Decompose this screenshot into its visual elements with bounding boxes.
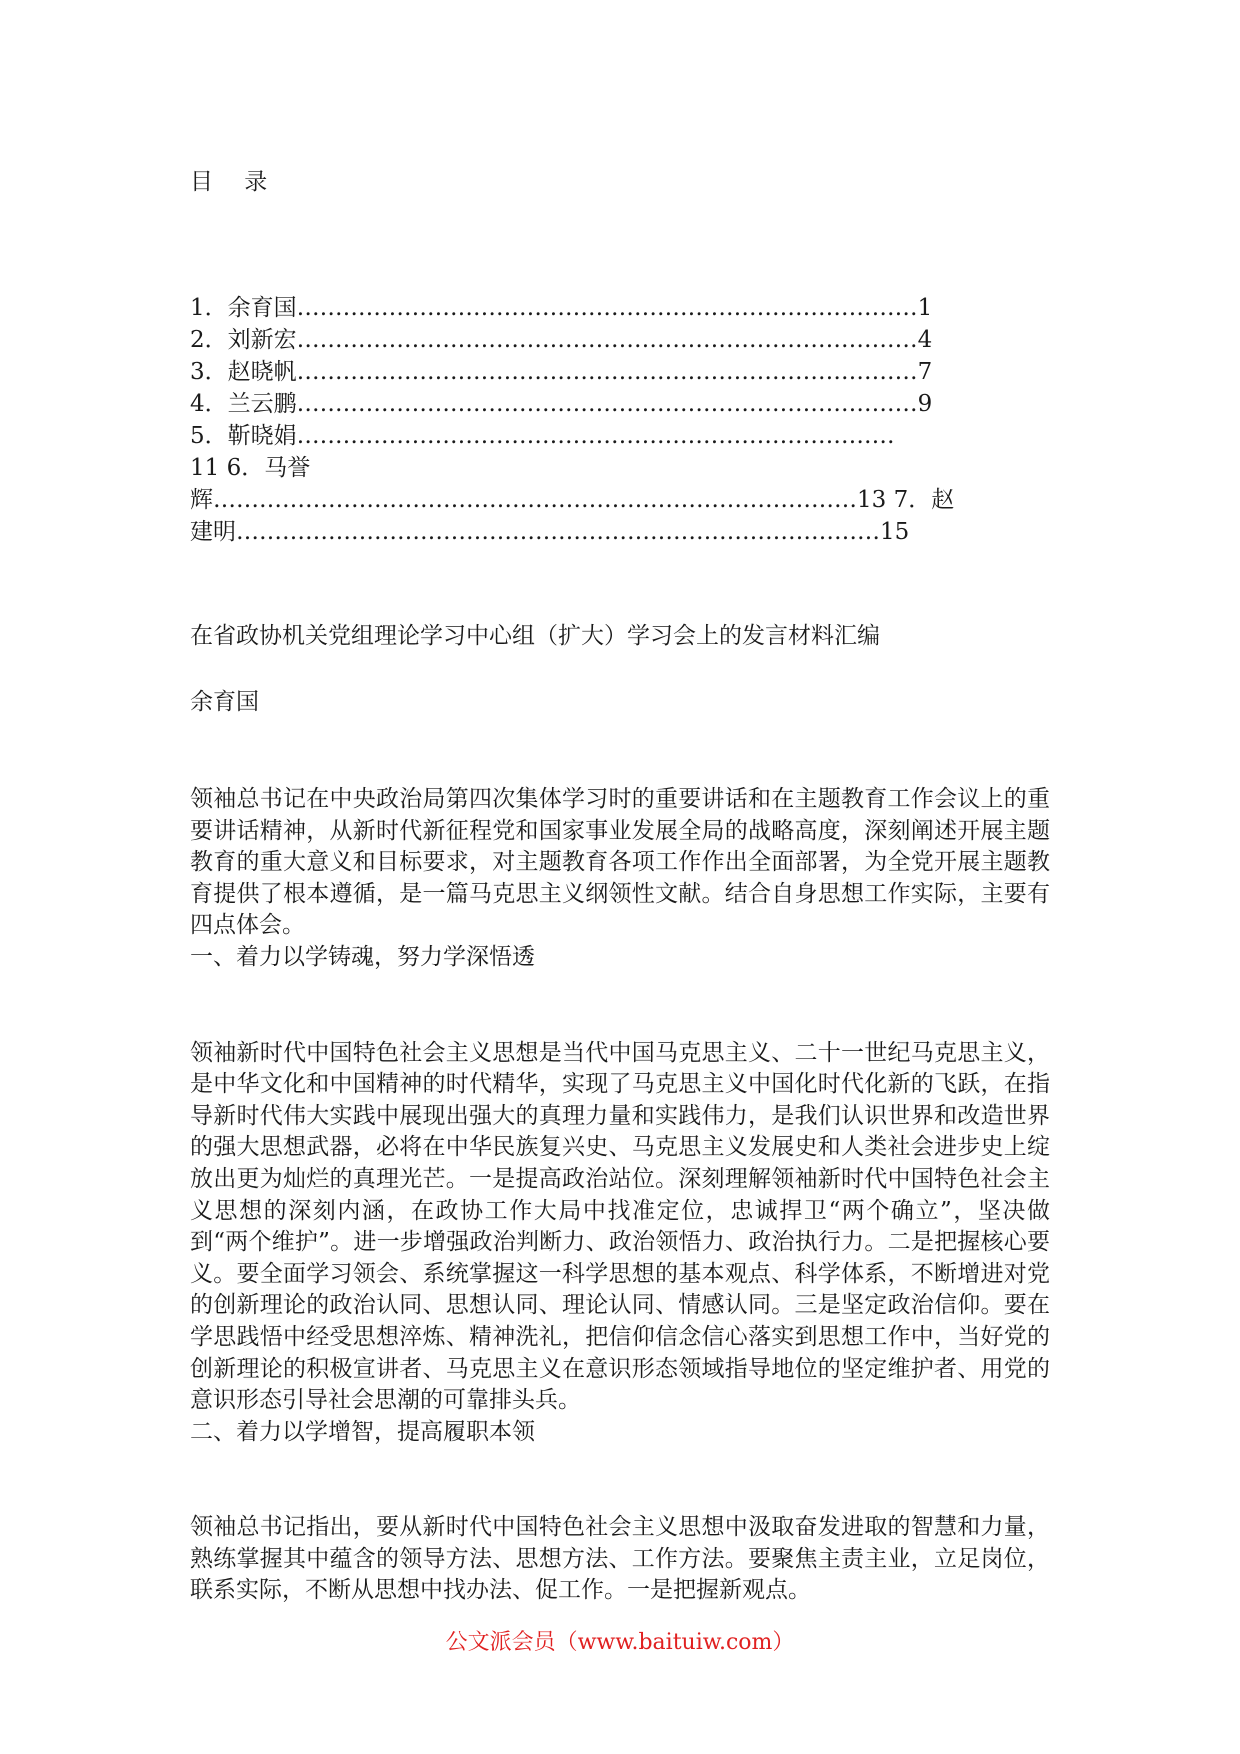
intro-paragraph: 领袖总书记在中央政治局第四次集体学习时的重要讲话和在主题教育工作会议上的重要讲话精神，从新时代新征程党和国家事业发展全局的战略高度，深刻阐述开展主题教育的重大意义和目标要求，对主题教育各项工作作出全面部署，为全党开展主题教育提供了根本遵循，是一篇马克思主义纲领性文献。结合自身思想工作实际，主要有四点体会。 — [190, 786, 1050, 939]
toc-entry: 4．兰云鹏………………………………………………………………………9 — [190, 391, 933, 417]
document-title: 在省政协机关党组理论学习中心组（扩大）学习会上的发言材料汇编 — [190, 623, 880, 649]
section-paragraph: 领袖总书记指出，要从新时代中国特色社会主义思想中汲取奋发进取的智慧和力量，熟练掌握其中蕴含的领导方法、思想方法、工作方法。要聚焦主责主业，立足岗位，联系实际，不断从思想中找办法、促工作。一是把握新观点。 — [190, 1514, 1050, 1604]
section-heading: 一、着力以学铸魂，努力学深悟透 — [190, 943, 535, 970]
table-of-contents — [190, 292, 1050, 548]
document-body — [190, 784, 1050, 1607]
toc-entry: 1．余育国………………………………………………………………………1 — [190, 295, 933, 321]
toc-entry: 辉…………………………………………………………………………13 7．赵 — [190, 487, 955, 513]
toc-entry: 2．刘新宏………………………………………………………………………4 — [190, 327, 933, 353]
toc-entry: 建明…………………………………………………………………………15 — [190, 519, 910, 545]
toc-entry: 3．赵晓帆………………………………………………………………………7 — [190, 359, 933, 385]
toc-entry: 11 6．马誉 — [190, 455, 311, 481]
section-paragraph: 领袖新时代中国特色社会主义思想是当代中国马克思主义、二十一世纪马克思主义，是中华文化和中国精神的时代精华，实现了马克思主义中国化时代化新的飞跃，在指导新时代伟大实践中展现出强大的真理力量和实践伟力，是我们认识世界和改造世界的强大思想武器，必将在中华民族复兴史、马克思主义发展史和人类社会进步史上绽放出更为灿烂的真理光芒。一是提高政治站位。深刻理解领袖新时代中国特色社会主义思想的深刻内涵，在政协工作大局中找准定位，忠诚捍卫“两个确立”，坚决做到“两个维护”。进一步增强政治判断力、政治领悟力、政治执行力。二是把握核心要义。要全面学习领会、系统掌握这一科学思想的基本观点、科学体系，不断增进对党的创新理论的政治认同、思想认同、理论认同、情感认同。三是坚定政治信仰。要在学思践悟中经受思想淬炼、精神洗礼，把信仰信念信心落实到思想工作中，当好党的创新理论的积极宣讲者、马克思主义在意识形态领域指导地位的坚定维护者、用党的意识形态引导社会思潮的可靠排头兵。 — [190, 1039, 1050, 1414]
footer-watermark-link[interactable]: 公文派会员（www.baituiw.com） — [445, 1630, 795, 1655]
toc-title: 目 录 — [190, 169, 280, 195]
author-name: 余育国 — [190, 689, 259, 715]
toc-entry: 5．靳晓娟…………………………………………………………………… — [190, 423, 895, 449]
section-heading: 二、着力以学增智，提高履职本领 — [190, 1418, 535, 1445]
